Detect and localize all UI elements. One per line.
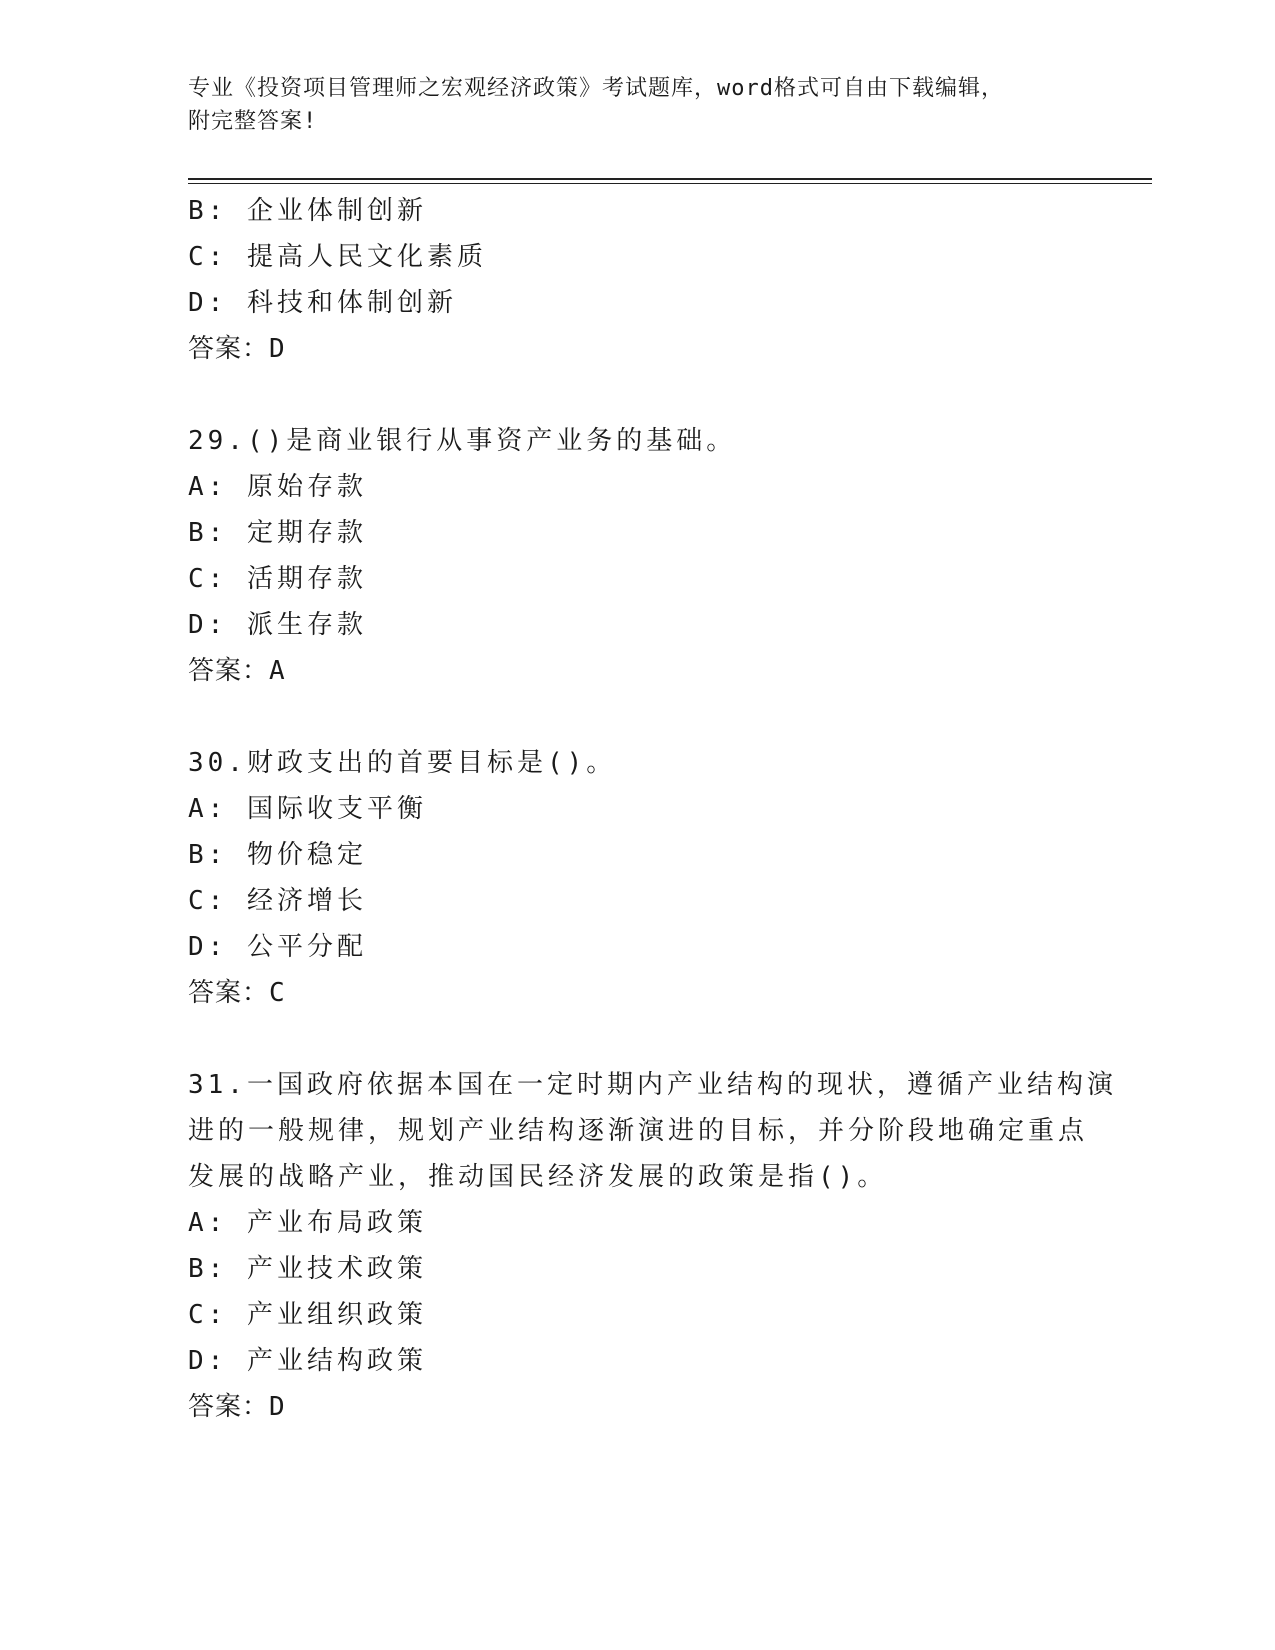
option-b: B: 物价稳定 xyxy=(188,840,367,870)
question-continued xyxy=(188,188,1088,372)
header-line-1: 专业《投资项目管理师之宏观经济政策》考试题库，word格式可自由下载编辑， xyxy=(188,76,1004,101)
question-list xyxy=(188,188,1117,1430)
answer-line: 答案：A xyxy=(188,656,286,686)
option-c: C: 经济增长 xyxy=(188,886,367,916)
option-d: D: 公平分配 xyxy=(188,932,367,962)
option-d: D: 派生存款 xyxy=(188,610,367,640)
spacer xyxy=(188,694,1088,740)
question-30 xyxy=(188,740,1088,1016)
document-header xyxy=(188,72,1088,138)
option-c: C: 活期存款 xyxy=(188,564,367,594)
question-31 xyxy=(188,1062,1117,1430)
answer-line: 答案：C xyxy=(188,978,286,1008)
option-a: A: 产业布局政策 xyxy=(188,1208,427,1238)
spacer xyxy=(188,1016,1088,1062)
option-b: B: 产业技术政策 xyxy=(188,1254,427,1284)
option-c: C: 提高人民文化素质 xyxy=(188,242,487,272)
option-b: B: 企业体制创新 xyxy=(188,196,427,226)
question-text-line-1: 31.一国政府依据本国在一定时期内产业结构的现状，遵循产业结构演 xyxy=(188,1070,1117,1100)
header-line-2: 附完整答案! xyxy=(188,109,318,134)
question-text-line-3: 发展的战略产业，推动国民经济发展的政策是指()。 xyxy=(188,1162,888,1192)
question-29 xyxy=(188,418,1088,694)
option-d: D: 产业结构政策 xyxy=(188,1346,427,1376)
header-divider-thick xyxy=(188,178,1152,180)
spacer xyxy=(188,372,1088,418)
option-a: A: 国际收支平衡 xyxy=(188,794,427,824)
answer-line: 答案：D xyxy=(188,334,286,364)
question-text-line-2: 进的一般规律，规划产业结构逐渐演进的目标，并分阶段地确定重点 xyxy=(188,1116,1089,1146)
option-b: B: 定期存款 xyxy=(188,518,367,548)
answer-line: 答案：D xyxy=(188,1392,286,1422)
option-a: A: 原始存款 xyxy=(188,472,367,502)
option-d: D: 科技和体制创新 xyxy=(188,288,457,318)
question-text: 29.()是商业银行从事资产业务的基础。 xyxy=(188,426,737,456)
option-c: C: 产业组织政策 xyxy=(188,1300,427,1330)
question-text: 30.财政支出的首要目标是()。 xyxy=(188,748,617,778)
header-divider-thin xyxy=(188,183,1152,184)
